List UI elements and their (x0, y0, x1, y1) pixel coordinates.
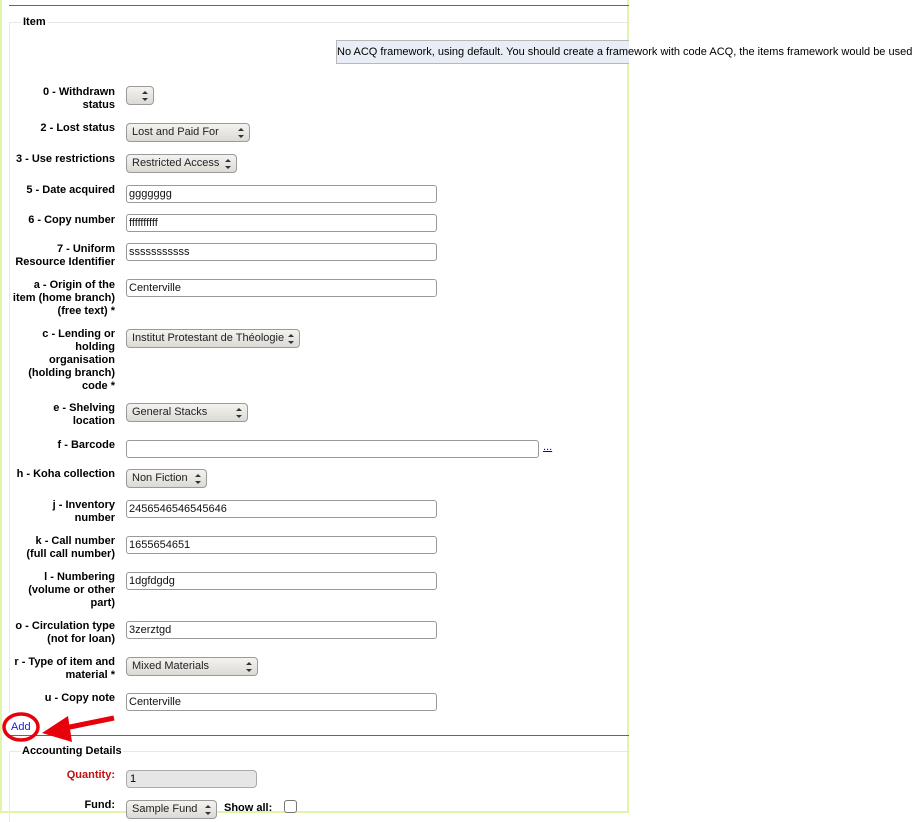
call-number-input[interactable]: 1655654651 (126, 536, 437, 554)
date-acquired-input[interactable]: ggggggg (126, 185, 437, 203)
koha-collection-label: h - Koha collection (16, 468, 115, 480)
select-arrows-icon (194, 473, 201, 484)
shelving-location-select[interactable]: General Stacks (126, 403, 248, 422)
call-number-label: k - Call number (full call number) (26, 535, 115, 560)
inventory-number-label: j - Inventory number (52, 499, 115, 524)
show-all-checkbox[interactable] (284, 800, 297, 813)
fund-select[interactable]: Sample Fund (126, 800, 217, 819)
origin-label: a - Origin of the item (home branch) (free text) * (12, 279, 115, 317)
add-item-link[interactable]: Add (11, 721, 31, 733)
date-acquired-label: 5 - Date acquired (26, 184, 115, 196)
copy-number-input[interactable]: ffffffffff (126, 214, 437, 232)
inventory-number-input[interactable]: 2456546546545646 (126, 500, 437, 518)
select-arrows-icon (287, 333, 294, 344)
fund-label: Fund: (84, 799, 115, 811)
use-restrictions-select[interactable]: Restricted Access (126, 154, 237, 173)
select-arrows-icon (224, 158, 231, 169)
framework-notice-text: No ACQ framework, using default. You should create a framework with code ACQ, the items framework would be used (337, 46, 912, 58)
numbering-label: l - Numbering (volume or other part) (28, 571, 115, 609)
accounting-fieldset (9, 751, 630, 822)
lost-status-label: 2 - Lost status (40, 122, 115, 134)
uri-input[interactable]: sssssssssss (126, 243, 437, 261)
show-all-label: Show all: (224, 802, 273, 814)
select-arrows-icon (245, 661, 252, 672)
quantity-input[interactable]: 1 (126, 770, 257, 788)
select-arrows-icon (237, 127, 244, 138)
withdrawn-status-select[interactable] (126, 86, 154, 105)
top-divider (9, 5, 629, 6)
quantity-label: Quantity: (66, 769, 115, 781)
shelving-location-label: e - Shelving location (53, 402, 115, 427)
origin-input[interactable]: Centerville (126, 279, 437, 297)
holding-branch-select[interactable]: Institut Protestant de Théologie (126, 329, 300, 348)
select-arrows-icon (204, 804, 211, 815)
item-type-select[interactable]: Mixed Materials (126, 657, 258, 676)
use-restrictions-label: 3 - Use restrictions (15, 153, 115, 165)
item-legend: Item (23, 16, 46, 28)
framework-notice (336, 40, 912, 64)
item-type-label: r - Type of item and material * (14, 656, 115, 681)
circulation-type-input[interactable]: 3zerztgd (126, 621, 437, 639)
koha-collection-select[interactable]: Non Fiction (126, 469, 207, 488)
copy-note-input[interactable]: Centerville (126, 693, 437, 711)
section-divider (9, 735, 629, 736)
lost-status-select[interactable]: Lost and Paid For (126, 123, 250, 142)
copy-note-label: u - Copy note (44, 692, 115, 704)
select-arrows-icon (235, 407, 242, 418)
uri-label: 7 - Uniform Resource Identifier (15, 243, 115, 268)
withdrawn-status-label: 0 - Withdrawn status (42, 86, 115, 111)
circulation-type-label: o - Circulation type (not for loan) (15, 620, 115, 645)
barcode-label: f - Barcode (57, 439, 115, 451)
copy-number-label: 6 - Copy number (28, 214, 115, 226)
accounting-legend: Accounting Details (22, 745, 122, 757)
select-arrows-icon (141, 90, 148, 101)
numbering-input[interactable]: 1dgfdgdg (126, 572, 437, 590)
barcode-plugin-link[interactable]: ... (543, 441, 553, 453)
barcode-input[interactable] (126, 440, 539, 458)
holding-branch-label: c - Lending or holding organisation (holding branch) code * (28, 328, 115, 392)
